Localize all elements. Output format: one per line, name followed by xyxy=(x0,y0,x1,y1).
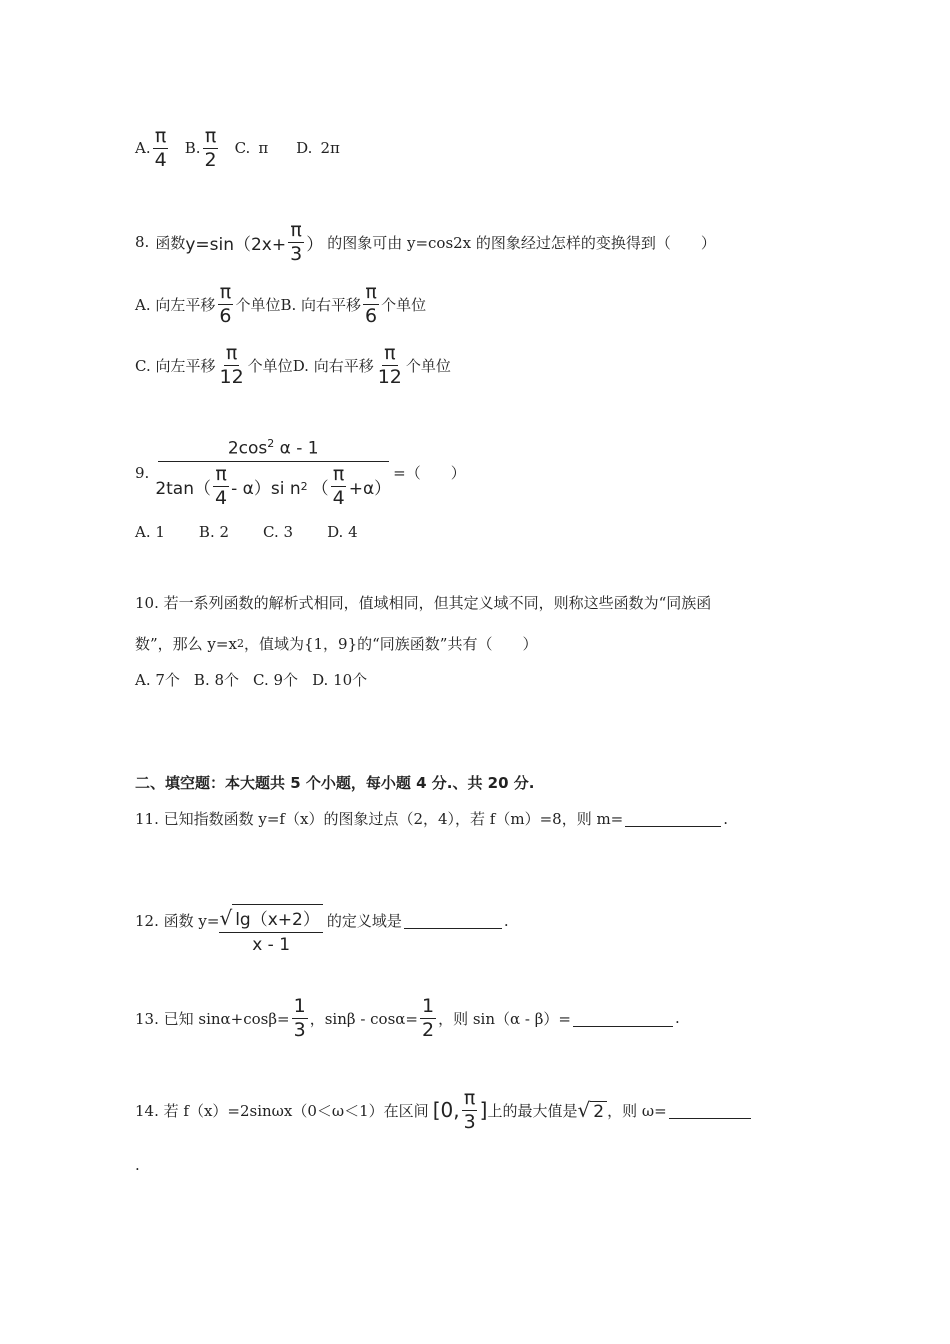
q8-fraction xyxy=(288,220,304,265)
q8-option-b-fraction xyxy=(363,282,379,327)
answer-blank[interactable] xyxy=(669,1102,751,1119)
answer-blank[interactable] xyxy=(404,912,502,929)
q8-option-a-suffix: 个单位 xyxy=(235,295,281,314)
q9-denominator-fraction-1 xyxy=(213,464,229,509)
q7-option-b-label: B. xyxy=(184,139,201,158)
q8-text-1: 函数 xyxy=(155,233,186,252)
q8-function-suffix: ） xyxy=(306,234,324,255)
q8-option-c-suffix: 个单位 xyxy=(247,356,293,375)
q13-stem xyxy=(135,996,680,1041)
q9-stem xyxy=(135,437,466,508)
q9-option-c: C. 3 xyxy=(263,523,294,541)
fraction-numerator: π xyxy=(154,125,167,147)
q9-denominator-fraction-2 xyxy=(331,464,347,509)
q10-option-d: D. 10个 xyxy=(312,671,368,689)
section-heading xyxy=(135,772,534,793)
q13-fraction-1 xyxy=(292,996,308,1041)
q9-denominator-part-2: - α）si n xyxy=(231,478,301,499)
q13-text-3: ，则 sin（α - β）= xyxy=(438,1009,571,1028)
fraction-denominator: 12 xyxy=(377,365,402,388)
q10-line-2 xyxy=(135,633,537,654)
q14-sqrt-value: 2 xyxy=(590,1101,607,1122)
q14-sqrt xyxy=(578,1098,608,1122)
q12-text-1: 12. 函数 y= xyxy=(135,912,220,930)
q10-text-line-1: 10. 若一系列函数的解析式相同，值域相同，但其定义域不同，则称这些函数为“同族函 xyxy=(135,594,712,612)
fraction-numerator: π xyxy=(384,342,396,364)
q11-text: 11. 已知指数函数 y=f（x）的图象过点（2，4），若 f（m）=8，则 m= xyxy=(135,810,624,828)
q13-end: . xyxy=(674,1009,680,1028)
fraction-numerator: π xyxy=(290,219,302,241)
q9-option-a: A. 1 xyxy=(135,523,165,541)
q12-text-2: 的定义域是 xyxy=(326,912,402,930)
question-number: 8. xyxy=(135,233,150,252)
q8-options-ab xyxy=(135,282,426,327)
answer-blank[interactable] xyxy=(573,1010,673,1027)
fraction-numerator: π xyxy=(463,1087,476,1109)
q12-denominator: x - 1 xyxy=(252,935,291,955)
q8-option-b-suffix: 个单位 xyxy=(381,295,427,314)
q9-denominator xyxy=(155,462,391,509)
q13-text-1: 13. 已知 sinα+cosβ= xyxy=(135,1009,290,1028)
q11-stem xyxy=(135,808,728,829)
q8-options-cd xyxy=(135,343,451,388)
q13-text-2: ，sinβ - cosα= xyxy=(309,1009,418,1028)
q9-option-b: B. 2 xyxy=(198,523,230,541)
answer-blank[interactable] xyxy=(625,810,721,827)
q9-numerator xyxy=(158,437,389,462)
fraction-denominator: 3 xyxy=(463,1110,476,1133)
q12-stem xyxy=(135,886,509,955)
q9-big-fraction xyxy=(155,437,391,508)
q8-stem xyxy=(135,220,716,265)
q10-text-line-2b: ，值域为{1，9}的“同族函数”共有（ ） xyxy=(243,635,538,653)
q7-option-b-fraction xyxy=(203,126,219,171)
q8-option-b-prefix: B. 向右平移 xyxy=(280,295,362,314)
q12-end: . xyxy=(503,911,509,930)
q7-option-a-fraction xyxy=(153,126,169,171)
q7-option-d-value: 2π xyxy=(320,139,340,158)
q9-denominator-part-1: 2tan（ xyxy=(155,478,211,499)
fraction-denominator: 6 xyxy=(219,304,232,327)
q14-interval-right: ] xyxy=(479,1098,488,1123)
q9-options xyxy=(135,523,358,541)
q8-option-a-fraction xyxy=(217,282,233,327)
q9-denominator-part-3: （ xyxy=(311,478,329,499)
q7-option-c-value: π xyxy=(258,139,269,158)
fraction-denominator: 2 xyxy=(421,1018,435,1041)
q14-end: . xyxy=(135,1156,140,1174)
q10-option-a: A. 7个 xyxy=(135,671,180,689)
q14-fraction xyxy=(462,1088,478,1133)
q14-text-3: ，则 ω= xyxy=(607,1101,667,1120)
q10-option-b: B. 8个 xyxy=(193,671,240,689)
fraction-numerator: π xyxy=(332,462,345,485)
fraction-numerator: π xyxy=(365,281,377,303)
fraction-numerator: 1 xyxy=(293,995,306,1017)
q7-option-d-label: D. xyxy=(296,139,313,158)
q12-numerator xyxy=(219,904,322,933)
q14-text-1: 14. 若 f（x）=2sinωx（0＜ω＜1）在区间 xyxy=(135,1101,429,1120)
section-heading-text: 二、填空题：本大题共 5 个小题，每小题 4 分.、共 20 分. xyxy=(135,774,535,792)
q8-option-d-prefix: D. 向右平移 xyxy=(292,356,374,375)
q9-numerator-rest: α - 1 xyxy=(279,438,319,459)
fraction-denominator: 3 xyxy=(290,242,303,265)
q9-suffix: =（ ） xyxy=(393,464,466,483)
q13-fraction-2 xyxy=(420,996,436,1041)
fraction-denominator: 4 xyxy=(215,486,228,509)
q8-option-d-fraction xyxy=(376,343,404,388)
fraction-numerator: π xyxy=(215,462,227,485)
q14-stem xyxy=(135,1088,753,1133)
q8-option-d-suffix: 个单位 xyxy=(405,356,451,375)
q10-exponent: 2 xyxy=(236,637,244,650)
q7-option-a-label: A. xyxy=(135,139,151,158)
q11-end: . xyxy=(723,809,729,828)
q12-fraction xyxy=(219,904,322,955)
q9-numerator-exponent: 2 xyxy=(267,437,275,450)
q14-interval-left: [0, xyxy=(432,1098,460,1123)
fraction-denominator: 3 xyxy=(293,1018,306,1041)
q10-text-line-2a: 数”，那么 y=x xyxy=(135,635,237,653)
fraction-numerator: π xyxy=(204,125,217,147)
q10-line-1 xyxy=(135,592,711,613)
q8-function-prefix: y=sin（2x+ xyxy=(185,234,287,255)
fraction-denominator: 2 xyxy=(204,148,217,171)
fraction-denominator: 12 xyxy=(219,365,244,388)
fraction-numerator: π xyxy=(219,281,232,303)
q14-end-line xyxy=(135,1156,140,1174)
fraction-denominator: 4 xyxy=(332,486,345,509)
fraction-denominator: 4 xyxy=(154,148,167,171)
q8-option-a-prefix: A. 向左平移 xyxy=(135,295,216,314)
q10-option-c: C. 9个 xyxy=(253,671,299,689)
q9-numerator-text: 2cos xyxy=(227,438,268,459)
q9-denominator-part-4: +α） xyxy=(348,478,392,499)
q10-options xyxy=(135,669,367,690)
fraction-denominator: 6 xyxy=(365,304,378,327)
q8-option-c-prefix: C. 向左平移 xyxy=(135,356,216,375)
q7-options xyxy=(135,126,340,171)
fraction-numerator: π xyxy=(225,342,238,364)
q7-option-c-label: C. xyxy=(234,139,251,158)
q8-text-2: 的图象可由 y=cos2x 的图象经过怎样的变换得到（ ） xyxy=(327,233,716,252)
q8-option-c-fraction xyxy=(217,343,245,388)
q12-sqrt-content: lg（x+2） xyxy=(232,904,323,930)
q9-option-d: D. 4 xyxy=(327,523,358,541)
q9-denominator-exponent: 2 xyxy=(300,479,308,493)
sqrt-icon: √ xyxy=(577,1098,591,1123)
sqrt-icon: √ xyxy=(219,906,233,930)
q14-text-2: 上的最大值是 xyxy=(487,1101,578,1120)
question-number: 9. xyxy=(135,463,150,482)
fraction-numerator: 1 xyxy=(421,995,435,1017)
